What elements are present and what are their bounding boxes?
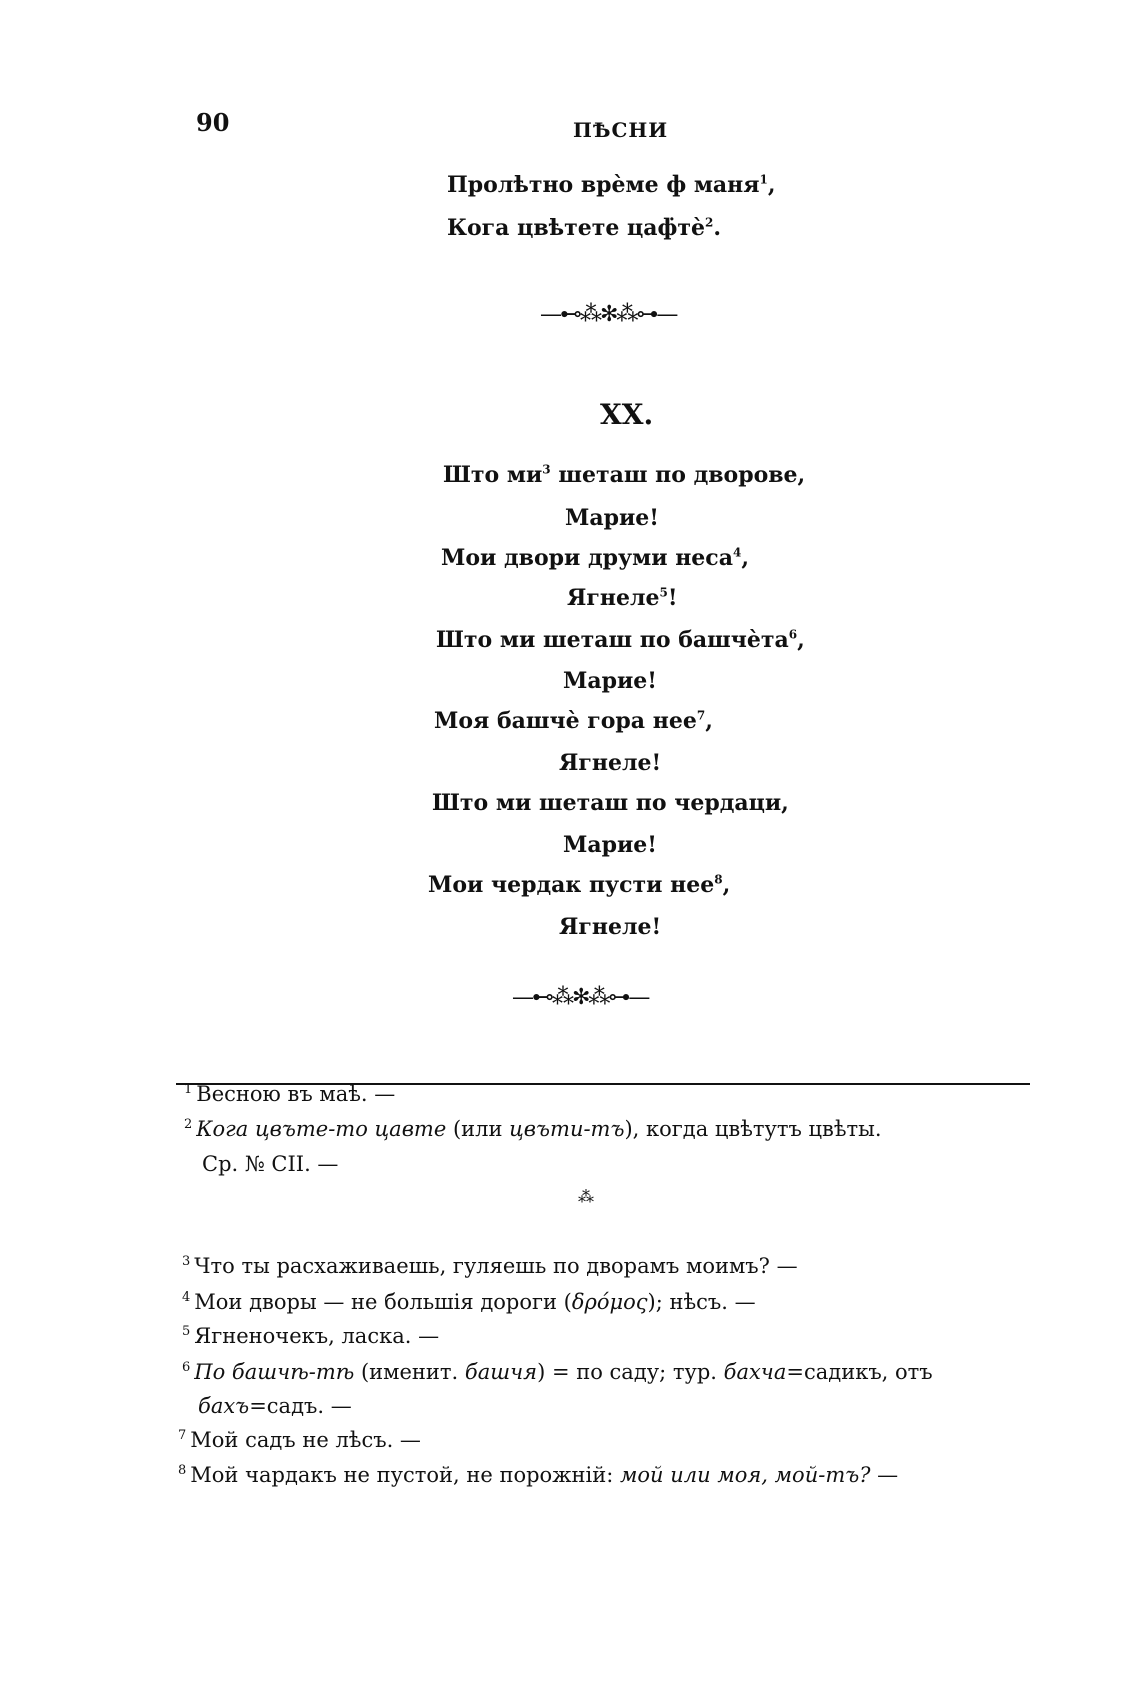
footnote: $^1$ Весною въ маѣ. — bbox=[184, 1082, 396, 1106]
footnote: $^2$ Кога цвъте-то цавте (или цвъти-тъ), когда цвѣтутъ цвѣты. bbox=[184, 1117, 882, 1141]
verse-line: Што $ми^3$ шеташ по дворове, bbox=[443, 462, 806, 488]
verse-line: Што ми шеташ по чердаци, bbox=[432, 790, 789, 816]
ornament-divider: —⊷⁂✻⁂⊶— bbox=[540, 302, 677, 327]
footnote: бахъ=садъ. — bbox=[198, 1394, 352, 1418]
song-title: XX. bbox=[600, 398, 654, 431]
running-title: ПѢСНИ bbox=[573, 118, 669, 142]
asterism: ⁂ bbox=[578, 1187, 594, 1206]
footnote: $^8$ Мой чардакъ не пустой, не порожній: мой или моя, мой-тъ? — bbox=[178, 1463, 899, 1487]
verse-line: Ягнеле$^5$! bbox=[567, 585, 678, 611]
footnote: Ср. № CII. — bbox=[202, 1152, 339, 1176]
verse-line: Ягнеле! bbox=[559, 750, 662, 776]
verse-line: Кога цвѣтете $цаф̇тѐ^2$. bbox=[447, 215, 722, 241]
ornament-divider: —⊷⁂✻⁂⊶— bbox=[512, 985, 649, 1010]
footnote: $^4$ Мои дворы — не большія дороги (δρόμος); нѣсъ. — bbox=[182, 1290, 756, 1314]
verse-line: Марие! bbox=[563, 668, 657, 694]
verse-line: Моя башчѐ гора нее$^7$, bbox=[434, 708, 713, 734]
verse-line: Пролѣтно врѐме ф маня$^1$, bbox=[447, 172, 776, 198]
verse-line: Марие! bbox=[565, 505, 659, 531]
footnote: $^5$ Ягненочекъ, ласка. — bbox=[182, 1324, 440, 1348]
page-number: 90 bbox=[196, 108, 230, 137]
footnote: $^6$ По башчѣ-тѣ (именит. башчя) = по саду; тур. бахча=садикъ, отъ bbox=[182, 1360, 933, 1384]
verse-line: Марие! bbox=[563, 832, 657, 858]
verse-line: Ягнеле! bbox=[559, 914, 662, 940]
footnote: $^3$ Что ты расхаживаешь, гуляешь по дворамъ моимъ? — bbox=[182, 1254, 798, 1278]
footnote: $^7$ Мой садъ не лѣсъ. — bbox=[178, 1428, 421, 1452]
verse-line: Мои двори друми неса$^4$, bbox=[441, 545, 749, 571]
verse-line: Мои чердак пусти нее$^8$, bbox=[428, 872, 731, 898]
verse-line: Што ми шеташ по башчѐта$^6$, bbox=[436, 627, 805, 653]
